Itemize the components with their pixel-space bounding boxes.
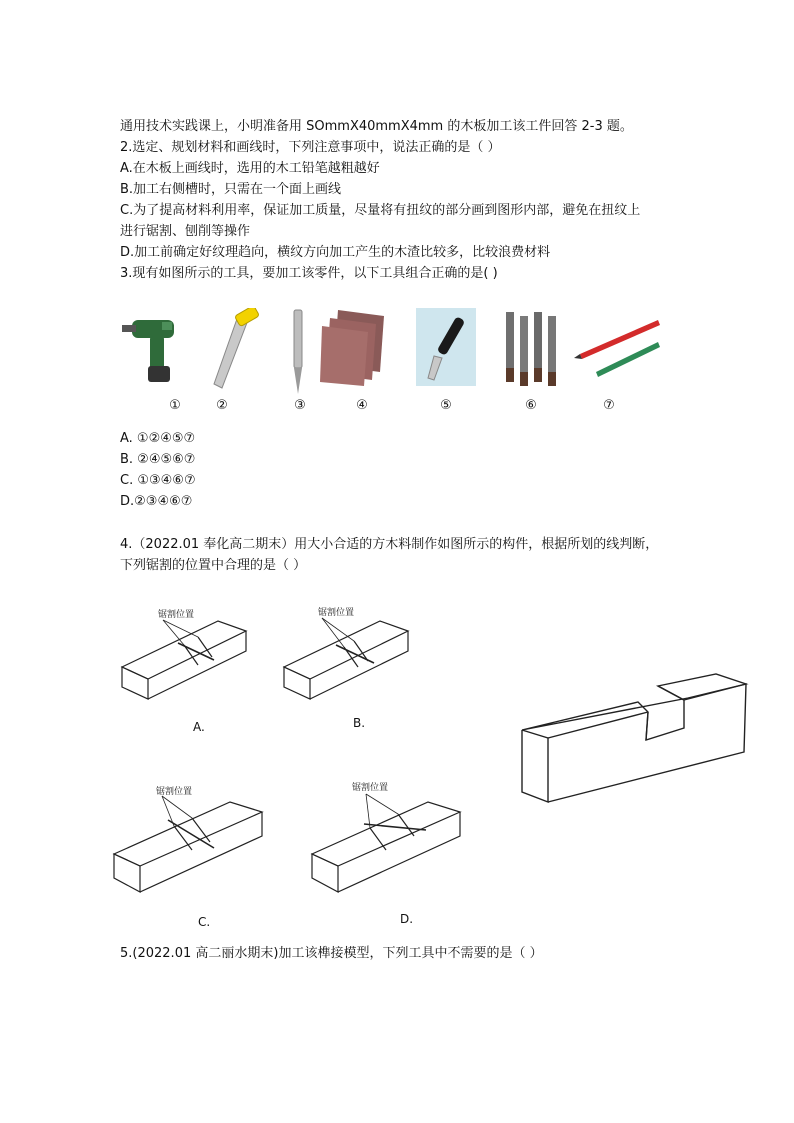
tool-number-2: ②: [216, 398, 228, 413]
saw-position-label-b: 锯割位置: [318, 608, 355, 618]
q2-option-a: A.在木板上画线时，选用的木工铅笔越粗越好: [120, 161, 380, 176]
sandpaper-icon: [320, 308, 390, 388]
figure-a-caption: A.: [193, 720, 205, 734]
q3-option-b: B. ②④⑤⑥⑦: [120, 452, 196, 467]
figure-b-timber: [280, 605, 415, 705]
reference-part-figure: [518, 668, 750, 808]
figure-a-timber: [118, 605, 253, 705]
chisel-icon: [416, 308, 476, 386]
q5-stem: 5.(2022.01 高二丽水期末)加工该榫接模型，下列工具中不需要的是（ ）: [120, 946, 543, 961]
q4-stem-line2: 下列锯割的位置中合理的是（ ）: [120, 558, 307, 573]
tool-number-4: ④: [356, 398, 368, 413]
q3-option-c: C. ①③④⑥⑦: [120, 473, 196, 488]
tool-number-5: ⑤: [440, 398, 452, 413]
intro-text: 通用技术实践课上，小明准备用 SOmmX40mmX4mm 的木板加工该工件回答 2-3 题。: [120, 119, 633, 134]
q4-stem-line1: 4.（2022.01 奉化高二期末）用大小合适的方木料制作如图所示的构件，根据所划的线判断，: [120, 537, 659, 552]
saw-position-label-c: 锯割位置: [156, 787, 193, 797]
figure-d-timber: [308, 778, 466, 898]
electric-drill-icon: [122, 308, 192, 388]
q2-option-b: B.加工右侧槽时，只需在一个面上画线: [120, 182, 342, 197]
q2-option-c-line2: 进行锯割、刨削等操作: [120, 224, 251, 239]
tool-number-7: ⑦: [603, 398, 615, 413]
tools-figure: [120, 308, 680, 418]
chisel-photo: [416, 308, 476, 386]
tool-number-6: ⑥: [525, 398, 537, 413]
hand-saw-icon: [208, 308, 263, 393]
figure-b-caption: B.: [353, 716, 366, 730]
q3-option-d: D.②③④⑥⑦: [120, 494, 193, 509]
taps-icon: [502, 308, 566, 390]
figure-c-caption: C.: [198, 915, 211, 929]
pencils-icon: [572, 308, 664, 378]
tool-number-3: ③: [294, 398, 306, 413]
q3-stem: 3.现有如图所示的工具，要加工该零件，以下工具组合正确的是( ): [120, 266, 498, 281]
figure-d-caption: D.: [400, 912, 414, 926]
q2-stem: 2.选定、规划材料和画线时，下列注意事项中，说法正确的是（ ）: [120, 140, 501, 155]
q2-option-c-line1: C.为了提高材料利用率，保证加工质量，尽量将有扭纹的部分画到图形内部，避免在扭纹上: [120, 203, 641, 218]
q2-option-d: D.加工前确定好纹理趋向，横纹方向加工产生的木渣比较多，比较浪费材料: [120, 245, 551, 260]
scriber-icon: [288, 308, 308, 396]
tool-number-1: ①: [169, 398, 181, 413]
saw-position-label-d: 锯割位置: [352, 783, 389, 793]
saw-position-label-a: 锯割位置: [158, 610, 195, 620]
figure-c-timber: [110, 778, 268, 898]
q3-option-a: A. ①②④⑤⑦: [120, 431, 196, 446]
